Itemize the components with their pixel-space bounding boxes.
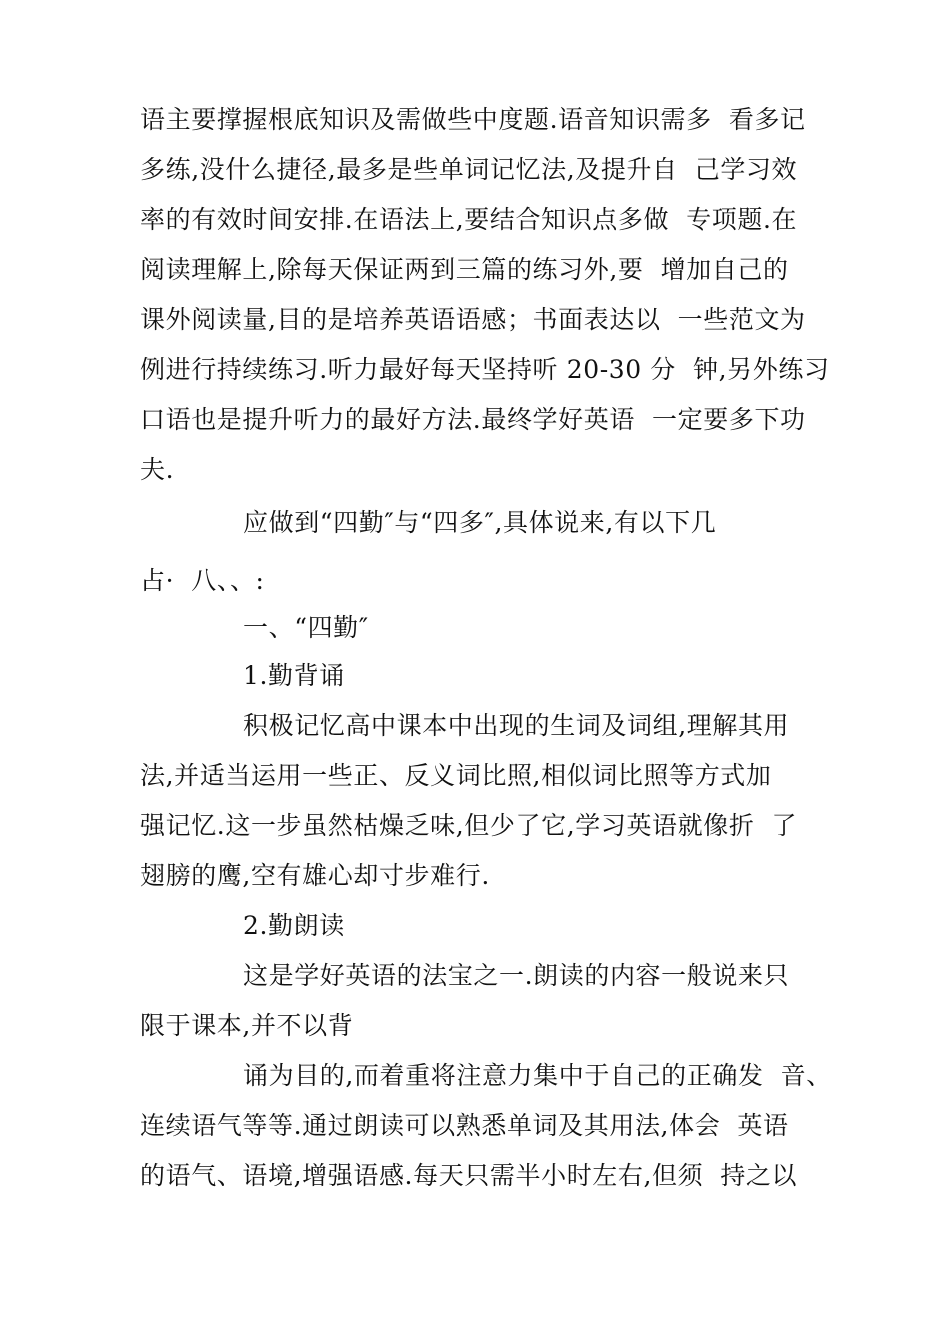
paragraph-line: 的语气、语境,增强语感.每天只需半小时左右,但须 持之以 [140,1161,798,1190]
subsection-heading: 1.勤背诵 [243,661,345,690]
paragraph-line: 强记忆.这一步虽然枯燥乏味,但少了它,学习英语就像折 了 [140,811,798,840]
paragraph-line: 诵为目的,而着重将注意力集中于自己的正确发 音、 [243,1061,832,1090]
subsection-heading: 2.勤朗读 [243,911,345,940]
paragraph-line: 连续语气等等.通过朗读可以熟悉单词及其用法,体会 英语 [140,1111,789,1140]
paragraph-line: 限于课本,并不以背 [140,1011,354,1040]
section-heading: 一、“四勤″ [243,613,369,642]
paragraph-line: 多练,没什么捷径,最多是些单词记忆法,及提升自 己学习效 [140,155,798,184]
paragraph-line: 口语也是提升听力的最好方法.最终学好英语 一定要多下功 [140,405,806,434]
paragraph-line: 语主要撑握根底知识及需做些中度题.语音知识需多 看多记 [140,105,806,134]
paragraph-line: 课外阅读量,目的是培养英语语感；书面表达以 一些范文为 [140,305,806,334]
paragraph-line: 翅膀的鹰,空有雄心却寸步难行. [140,861,490,890]
paragraph-line: 这是学好英语的法宝之一.朗读的内容一般说来只 [243,961,790,990]
paragraph-line: 率的有效时间安排.在语法上,要结合知识点多做 专项题.在 [140,205,798,234]
paragraph-line: 例进行持续练习.听力最好每天坚持听 20-30 分 钟,另外练习 [140,355,830,384]
paragraph-line: 占· 八、、: [140,566,265,595]
paragraph-line: 法,并适当运用一些正、反义词比照,相似词比照等方式加 [140,761,772,790]
paragraph-line: 夫. [140,455,175,484]
paragraph-line: 应做到“四勤″与“四多″,具体说来,有以下几 [243,508,717,537]
paragraph-line: 阅读理解上,除每天保证两到三篇的练习外,要 增加自己的 [140,255,789,284]
paragraph-line: 积极记忆高中课本中出现的生词及词组,理解其用 [243,711,790,740]
